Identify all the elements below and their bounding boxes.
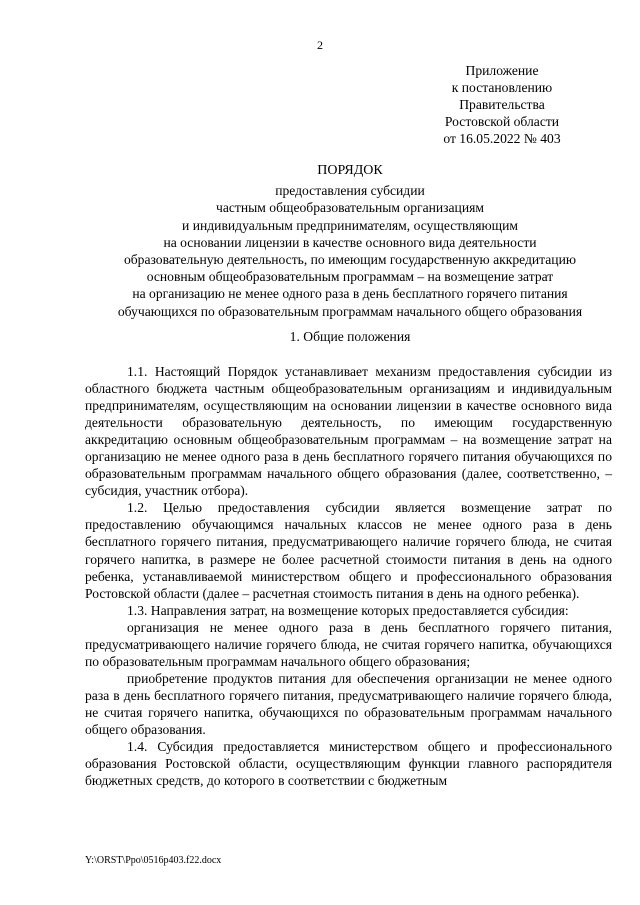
title-line: предоставления субсидии: [275, 183, 425, 199]
page-number: 2: [317, 38, 323, 52]
appendix-line: к постановлению: [451, 80, 553, 95]
paragraph: 1.2. Целью предоставления субсидии является возмещение затрат по предоставлению обучающимся начальных классов не менее одного раза в день бесплатного горячего питания, предусматривающего наличие горячего блюда, не считая горячего напитка, в размере не более расчетной стоимости питания в день на одного ребенка, устанавливаемой министерством общего и профессионального образования Ростовской области (далее – расчетная стоимость питания в день на одного ребенка).: [85, 500, 612, 601]
paragraph: 1.4. Субсидия предоставляется министерством общего и профессионального образования Ростовской области, осуществляющим функции главного распорядителя бюджетных средств, до которого в соответствии с бюджетным: [85, 739, 612, 789]
appendix-line: Приложение: [465, 63, 539, 78]
title-line: основным общеобразовательным программам – на возмещение затрат: [146, 269, 554, 285]
title-line: и индивидуальным предпринимателям, осуществляющим: [182, 217, 518, 233]
title-heading: ПОРЯДОК: [317, 163, 383, 178]
title-line: частным общеобразовательным организациям: [216, 200, 484, 216]
appendix-line: от 16.05.2022 № 403: [443, 131, 561, 146]
section-title: 1. Общие положения: [289, 329, 411, 344]
appendix-line: Ростовской области: [444, 114, 560, 129]
title-line: обучающихся по образовательным программам начального общего образования: [117, 303, 583, 319]
title-line: на основании лицензии в качестве основного вида деятельности: [163, 234, 537, 250]
paragraph: организация не менее одного раза в день бесплатного горячего питания, предусматривающего наличие горячего блюда, не считая горячего напитка, обучающихся по образовательным программам начального общего образования;: [85, 619, 612, 669]
file-path-footer: Y:\ORST\Ppo\0516p403.f22.docx: [85, 855, 222, 866]
paragraph: 1.1. Настоящий Порядок устанавливает механизм предоставления субсидии из областного бюджета частным общеобразовательным организациям и индивидуальным предпринимателям, осуществляющим на основании лицензии в качестве основного вида деятельности образовательную деятельность, по имеющим государственную аккредитацию основным общеобразовательным программам – на возмещение затрат на организацию не менее одного раза в день бесплатного горячего питания обучающихся по образовательным программам начального общего образования (далее, соответственно, – субсидия, участник отбора).: [85, 364, 612, 499]
appendix-line: Правительства: [459, 97, 545, 112]
appendix-block: [422, 62, 582, 147]
title-line: образовательную деятельность, по имеющим государственную аккредитацию: [123, 252, 577, 268]
paragraph: 1.3. Направления затрат, на возмещение которых предоставляется субсидия:: [127, 602, 569, 618]
document-title: [85, 162, 615, 320]
paragraph: приобретение продуктов питания для обеспечения организации не менее одного раза в день бесплатного горячего питания, предусматривающего наличие горячего блюда, не считая горячего напитка, обучающихся по образовательным программам начального общего образования.: [85, 670, 612, 737]
document-body: [85, 363, 612, 789]
title-line: на организацию не менее одного раза в день бесплатного горячего питания: [132, 286, 568, 302]
